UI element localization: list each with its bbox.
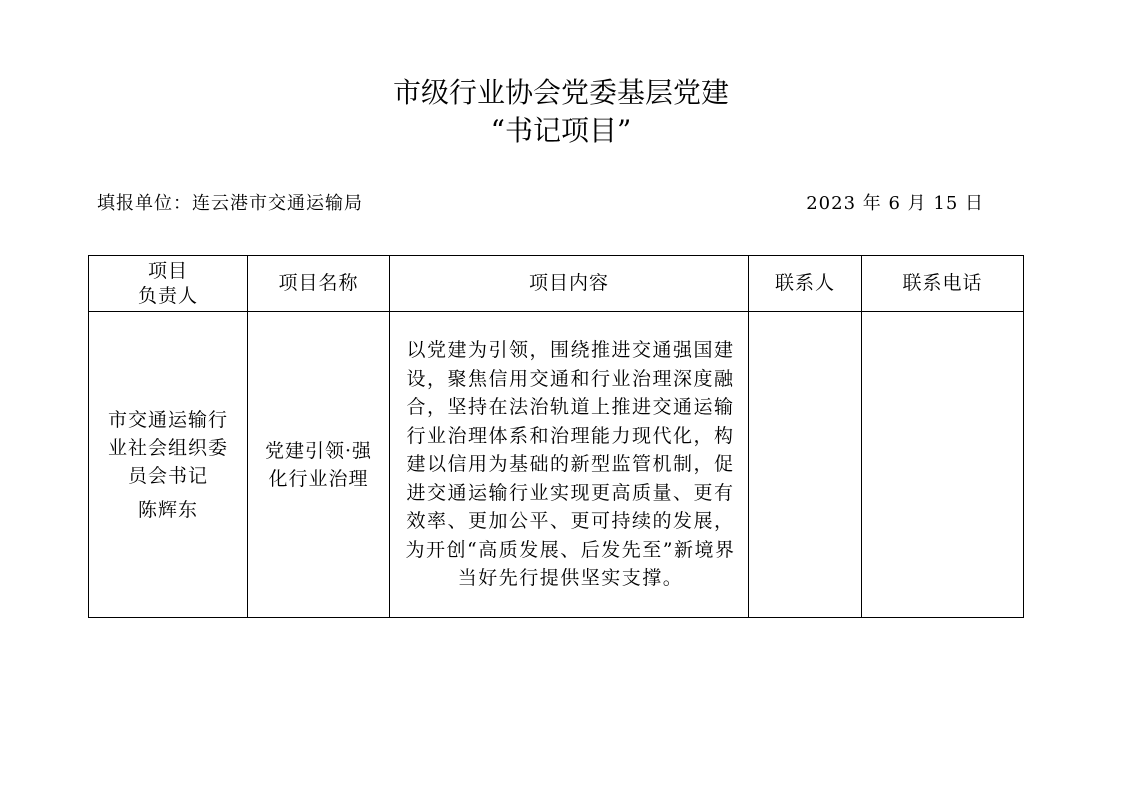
fill-date: 2023 年 6 月 15 日 — [806, 193, 984, 214]
header-contact: 联系人 — [749, 256, 862, 312]
header-owner-line-2: 负责人 — [137, 284, 198, 307]
cell-phone — [862, 312, 1024, 618]
table-row — [89, 312, 1024, 618]
cell-project-content: 以党建为引领，围绕推进交通强国建设，聚焦信用交通和行业治理深度融合，坚持在法治轨道上推进交通运输行业治理体系和治理能力现代化，构建以信用为基础的新型监管机制，促进交通运输行业实现更高质量、更有效率、更加公平、更可持续的发展，为开创“高质发展、后发先至”新境界当好先行提供坚实支撑。 — [390, 312, 749, 618]
header-owner — [89, 256, 248, 312]
owner-name: 陈辉东 — [137, 498, 198, 521]
title-line-2: “书记项目” — [490, 114, 632, 147]
header-phone: 联系电话 — [862, 256, 1024, 312]
project-table — [88, 255, 1024, 618]
cell-owner — [89, 312, 248, 618]
document-title — [0, 74, 1122, 150]
filling-unit: 填报单位：连云港市交通运输局 — [97, 193, 363, 214]
table-header-row — [89, 256, 1024, 312]
cell-project-name: 党建引领·强化行业治理 — [248, 312, 390, 618]
header-project-content: 项目内容 — [390, 256, 749, 312]
header-owner-line-1: 项目 — [147, 259, 188, 282]
title-line-1: 市级行业协会党委基层党建 — [392, 76, 729, 109]
header-project-name: 项目名称 — [248, 256, 390, 312]
cell-contact — [749, 312, 862, 618]
owner-title: 市交通运输行业社会组织委员会书记 — [107, 408, 228, 487]
